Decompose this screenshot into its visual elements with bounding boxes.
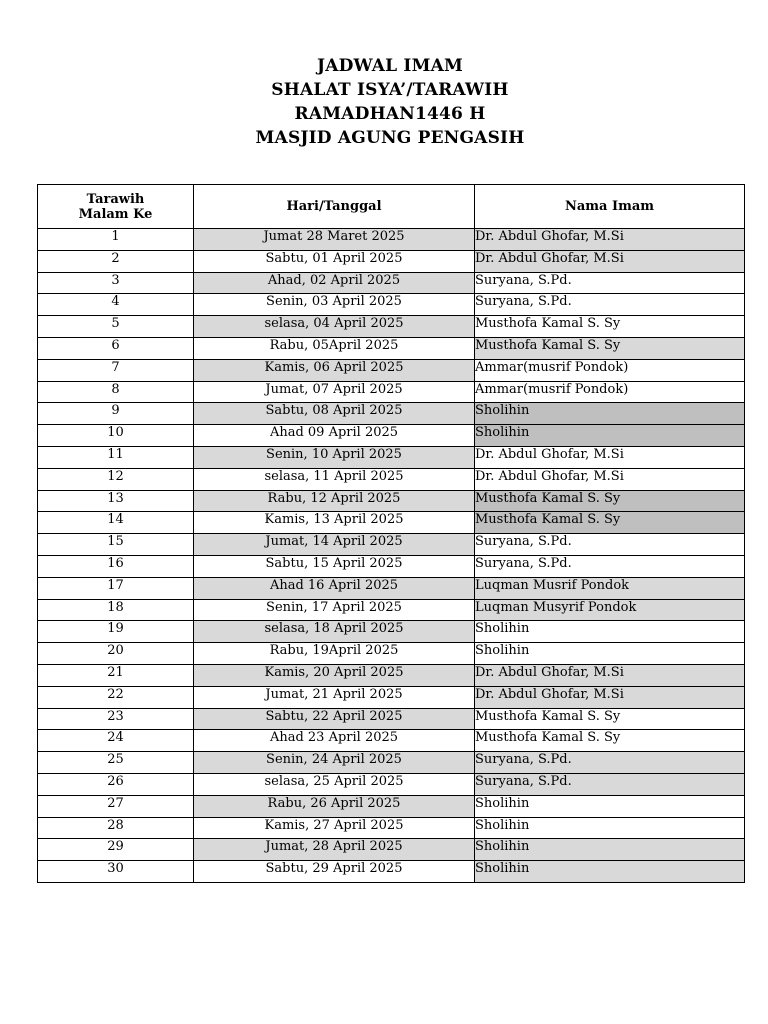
imam-name-cell: Dr. Abdul Ghofar, M.Si [475, 686, 745, 708]
date-cell: Rabu, 19April 2025 [194, 643, 475, 665]
night-number-cell: 9 [38, 403, 194, 425]
date-cell: Ahad 09 April 2025 [194, 425, 475, 447]
imam-name-cell: Musthofa Kamal S. Sy [475, 708, 745, 730]
imam-name-cell: Musthofa Kamal S. Sy [475, 316, 745, 338]
date-cell: Jumat, 14 April 2025 [194, 534, 475, 556]
date-cell: Sabtu, 01 April 2025 [194, 250, 475, 272]
night-number-cell: 18 [38, 599, 194, 621]
night-number-cell: 25 [38, 752, 194, 774]
date-cell: Sabtu, 29 April 2025 [194, 861, 475, 883]
imam-name-cell: Musthofa Kamal S. Sy [475, 337, 745, 359]
date-cell: Rabu, 26 April 2025 [194, 795, 475, 817]
table-row [38, 381, 745, 403]
night-number-cell: 20 [38, 643, 194, 665]
table-row [38, 839, 745, 861]
table-row [38, 686, 745, 708]
table-row [38, 730, 745, 752]
night-number-cell: 15 [38, 534, 194, 556]
imam-name-cell: Sholihin [475, 817, 745, 839]
date-cell: Rabu, 12 April 2025 [194, 490, 475, 512]
imam-name-cell: Ammar(musrif Pondok) [475, 381, 745, 403]
table-row [38, 599, 745, 621]
night-number-cell: 14 [38, 512, 194, 534]
imam-name-cell: Ammar(musrif Pondok) [475, 359, 745, 381]
imam-name-cell: Suryana, S.Pd. [475, 555, 745, 577]
night-number-cell: 24 [38, 730, 194, 752]
table-row [38, 272, 745, 294]
date-cell: Sabtu, 15 April 2025 [194, 555, 475, 577]
imam-name-cell: Sholihin [475, 839, 745, 861]
night-number-cell: 4 [38, 294, 194, 316]
date-cell: Kamis, 27 April 2025 [194, 817, 475, 839]
night-number-cell: 11 [38, 446, 194, 468]
imam-name-cell: Suryana, S.Pd. [475, 272, 745, 294]
table-row [38, 359, 745, 381]
night-number-cell: 19 [38, 621, 194, 643]
table-row [38, 250, 745, 272]
night-number-cell: 3 [38, 272, 194, 294]
table-row [38, 534, 745, 556]
header-night-line-2: Malam Ke [78, 206, 153, 222]
table-row [38, 708, 745, 730]
date-cell: Jumat 28 Maret 2025 [194, 229, 475, 251]
table-row [38, 664, 745, 686]
date-cell: selasa, 04 April 2025 [194, 316, 475, 338]
night-number-cell: 6 [38, 337, 194, 359]
table-row [38, 621, 745, 643]
imam-name-cell: Sholihin [475, 403, 745, 425]
table-row [38, 229, 745, 251]
imam-name-cell: Dr. Abdul Ghofar, M.Si [475, 664, 745, 686]
table-body [38, 229, 745, 883]
table-row [38, 316, 745, 338]
imam-name-cell: Suryana, S.Pd. [475, 752, 745, 774]
header-imam-name: Nama Imam [475, 185, 745, 229]
header-date: Hari/Tanggal [194, 185, 475, 229]
night-number-cell: 30 [38, 861, 194, 883]
table-row [38, 577, 745, 599]
imam-name-cell: Luqman Musyrif Pondok [475, 599, 745, 621]
date-cell: Rabu, 05April 2025 [194, 337, 475, 359]
date-cell: selasa, 25 April 2025 [194, 773, 475, 795]
date-cell: Jumat, 28 April 2025 [194, 839, 475, 861]
title-line-3: RAMADHAN1446 H [294, 104, 486, 124]
table-row [38, 773, 745, 795]
night-number-cell: 1 [38, 229, 194, 251]
date-cell: Ahad 16 April 2025 [194, 577, 475, 599]
night-number-cell: 8 [38, 381, 194, 403]
table-row [38, 294, 745, 316]
imam-name-cell: Sholihin [475, 425, 745, 447]
table-row [38, 795, 745, 817]
imam-name-cell: Dr. Abdul Ghofar, M.Si [475, 229, 745, 251]
night-number-cell: 5 [38, 316, 194, 338]
date-cell: Senin, 03 April 2025 [194, 294, 475, 316]
title-line-2: SHALAT ISYA’/TARAWIH [271, 80, 509, 100]
imam-name-cell: Sholihin [475, 643, 745, 665]
table-row [38, 752, 745, 774]
date-cell: Kamis, 06 April 2025 [194, 359, 475, 381]
night-number-cell: 7 [38, 359, 194, 381]
table-row [38, 817, 745, 839]
night-number-cell: 10 [38, 425, 194, 447]
imam-name-cell: Sholihin [475, 795, 745, 817]
header-night-line-1: Tarawih [86, 191, 145, 207]
title-line-4: MASJID AGUNG PENGASIH [255, 128, 525, 148]
date-cell: Senin, 17 April 2025 [194, 599, 475, 621]
imam-name-cell: Musthofa Kamal S. Sy [475, 490, 745, 512]
date-cell: Sabtu, 08 April 2025 [194, 403, 475, 425]
date-cell: selasa, 11 April 2025 [194, 468, 475, 490]
night-number-cell: 21 [38, 664, 194, 686]
table-row [38, 490, 745, 512]
table-row [38, 512, 745, 534]
night-number-cell: 12 [38, 468, 194, 490]
imam-name-cell: Suryana, S.Pd. [475, 294, 745, 316]
table-row [38, 861, 745, 883]
night-number-cell: 29 [38, 839, 194, 861]
imam-name-cell: Luqman Musrif Pondok [475, 577, 745, 599]
date-cell: Sabtu, 22 April 2025 [194, 708, 475, 730]
date-cell: Senin, 10 April 2025 [194, 446, 475, 468]
night-number-cell: 27 [38, 795, 194, 817]
imam-name-cell: Suryana, S.Pd. [475, 773, 745, 795]
imam-name-cell: Suryana, S.Pd. [475, 534, 745, 556]
imam-name-cell: Musthofa Kamal S. Sy [475, 512, 745, 534]
night-number-cell: 17 [38, 577, 194, 599]
date-cell: Kamis, 13 April 2025 [194, 512, 475, 534]
imam-name-cell: Sholihin [475, 621, 745, 643]
title-line-1: JADWAL IMAM [316, 56, 464, 76]
date-cell: Kamis, 20 April 2025 [194, 664, 475, 686]
table-header-row [38, 185, 745, 229]
table-row [38, 403, 745, 425]
table-row [38, 337, 745, 359]
imam-name-cell: Musthofa Kamal S. Sy [475, 730, 745, 752]
night-number-cell: 22 [38, 686, 194, 708]
imam-name-cell: Dr. Abdul Ghofar, M.Si [475, 446, 745, 468]
night-number-cell: 13 [38, 490, 194, 512]
date-cell: Jumat, 21 April 2025 [194, 686, 475, 708]
date-cell: selasa, 18 April 2025 [194, 621, 475, 643]
header-night-number [38, 185, 194, 229]
date-cell: Ahad, 02 April 2025 [194, 272, 475, 294]
night-number-cell: 26 [38, 773, 194, 795]
table-row [38, 555, 745, 577]
table-row [38, 446, 745, 468]
date-cell: Senin, 24 April 2025 [194, 752, 475, 774]
imam-name-cell: Dr. Abdul Ghofar, M.Si [475, 250, 745, 272]
night-number-cell: 16 [38, 555, 194, 577]
table-row [38, 425, 745, 447]
document-title-block [0, 54, 768, 150]
imam-name-cell: Sholihin [475, 861, 745, 883]
date-cell: Jumat, 07 April 2025 [194, 381, 475, 403]
night-number-cell: 2 [38, 250, 194, 272]
table-row [38, 643, 745, 665]
table-row [38, 468, 745, 490]
night-number-cell: 23 [38, 708, 194, 730]
imam-schedule-table [37, 184, 745, 883]
night-number-cell: 28 [38, 817, 194, 839]
imam-name-cell: Dr. Abdul Ghofar, M.Si [475, 468, 745, 490]
date-cell: Ahad 23 April 2025 [194, 730, 475, 752]
